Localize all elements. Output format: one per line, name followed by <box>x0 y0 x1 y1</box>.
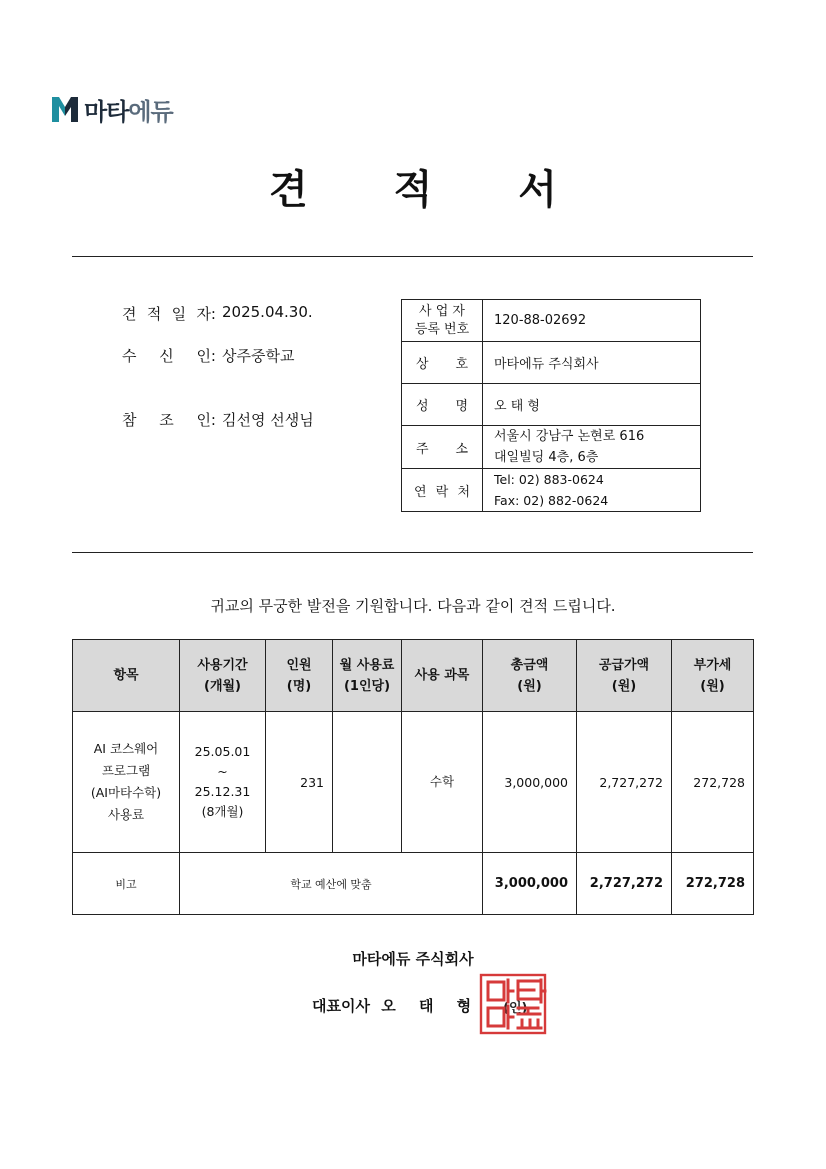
quote-table <box>72 639 754 915</box>
logo-m-icon <box>50 94 80 124</box>
recipient-label: 수 신 인: <box>122 347 216 365</box>
quote-date-row <box>122 303 313 324</box>
remarks-supply: 2,727,272 <box>577 853 672 915</box>
remarks-note: 학교 예산에 맞춤 <box>180 853 483 915</box>
cell-people: 231 <box>266 712 333 853</box>
supplier-table <box>401 299 701 512</box>
quote-date-value: 2025.04.30. <box>222 303 313 321</box>
quote-table-header <box>73 640 754 712</box>
contact-label: 연 락 처 <box>402 469 483 512</box>
cell-monthly-fee <box>333 712 402 853</box>
reference-row <box>122 409 314 430</box>
recipient-value: 상주중학교 <box>222 347 295 365</box>
contact-value: Tel: 02) 883-0624 Fax: 02) 882-0624 <box>483 469 701 512</box>
greeting-text: 귀교의 무궁한 발전을 기원합니다. 다음과 같이 견적 드립니다. <box>210 597 616 615</box>
reference-label: 참 조 인: <box>122 411 216 429</box>
remarks-vat: 272,728 <box>672 853 754 915</box>
cell-period: 25.05.01 ~ 25.12.31 (8개월) <box>180 712 266 853</box>
title-char: 적 <box>393 167 433 213</box>
logo-text-dark: 마타 <box>84 97 129 126</box>
signature-ceo: 대표이사 오 태 형 <box>312 997 472 1015</box>
cell-supply: 2,727,272 <box>577 712 672 853</box>
cell-total: 3,000,000 <box>483 712 577 853</box>
supplier-rep-row <box>402 384 701 426</box>
logo-text-blue: 에듀 <box>128 97 173 126</box>
table-row <box>73 712 754 853</box>
address-label: 주 소 <box>402 426 483 469</box>
ceo-title: 대표이사 <box>312 997 370 1015</box>
company-name-value: 마타에듀 주식회사 <box>483 342 701 384</box>
recipient-row <box>122 345 294 366</box>
divider-middle <box>72 552 753 553</box>
header-monthly-fee: 월 사용료 (1인당) <box>333 640 402 712</box>
header-supply: 공급가액 (원) <box>577 640 672 712</box>
reg-value: 120-88-02692 <box>483 300 701 342</box>
cell-subject: 수학 <box>402 712 483 853</box>
cell-item: AI 코스웨어 프로그램 (AI마타수학) 사용료 <box>73 712 180 853</box>
title-char: 견 <box>269 167 308 213</box>
supplier-reg-row <box>402 300 701 342</box>
quote-date-label: 견 적 일 자: <box>122 305 216 323</box>
rep-name-value: 오 태 형 <box>483 384 701 426</box>
document-title <box>0 158 826 215</box>
company-seal-stamp <box>478 972 548 1036</box>
header-subject: 사용 과목 <box>402 640 483 712</box>
supplier-contact-row <box>402 469 701 512</box>
header-period: 사용기간 (개월) <box>180 640 266 712</box>
reg-label: 사 업 자 등록 번호 <box>402 300 483 342</box>
address-value: 서울시 강남구 논현로 616 대일빌딩 4층, 6층 <box>483 426 701 469</box>
signature-company: 마타에듀 주식회사 <box>352 950 474 968</box>
remarks-label: 비고 <box>73 853 180 915</box>
header-people: 인원 (명) <box>266 640 333 712</box>
remarks-row <box>73 853 754 915</box>
divider-top <box>72 256 753 257</box>
company-logo <box>50 93 173 125</box>
company-name-label: 상 호 <box>402 342 483 384</box>
remarks-total: 3,000,000 <box>483 853 577 915</box>
title-char: 서 <box>518 167 557 213</box>
rep-name-label: 성 명 <box>402 384 483 426</box>
seal-label: (인) <box>503 1001 528 1016</box>
header-vat: 부가세 (원) <box>672 640 754 712</box>
reference-value: 김선영 선생님 <box>222 411 314 429</box>
header-item: 항목 <box>73 640 180 712</box>
supplier-name-row <box>402 342 701 384</box>
cell-vat: 272,728 <box>672 712 754 853</box>
header-total: 총금액 (원) <box>483 640 577 712</box>
supplier-address-row <box>402 426 701 469</box>
